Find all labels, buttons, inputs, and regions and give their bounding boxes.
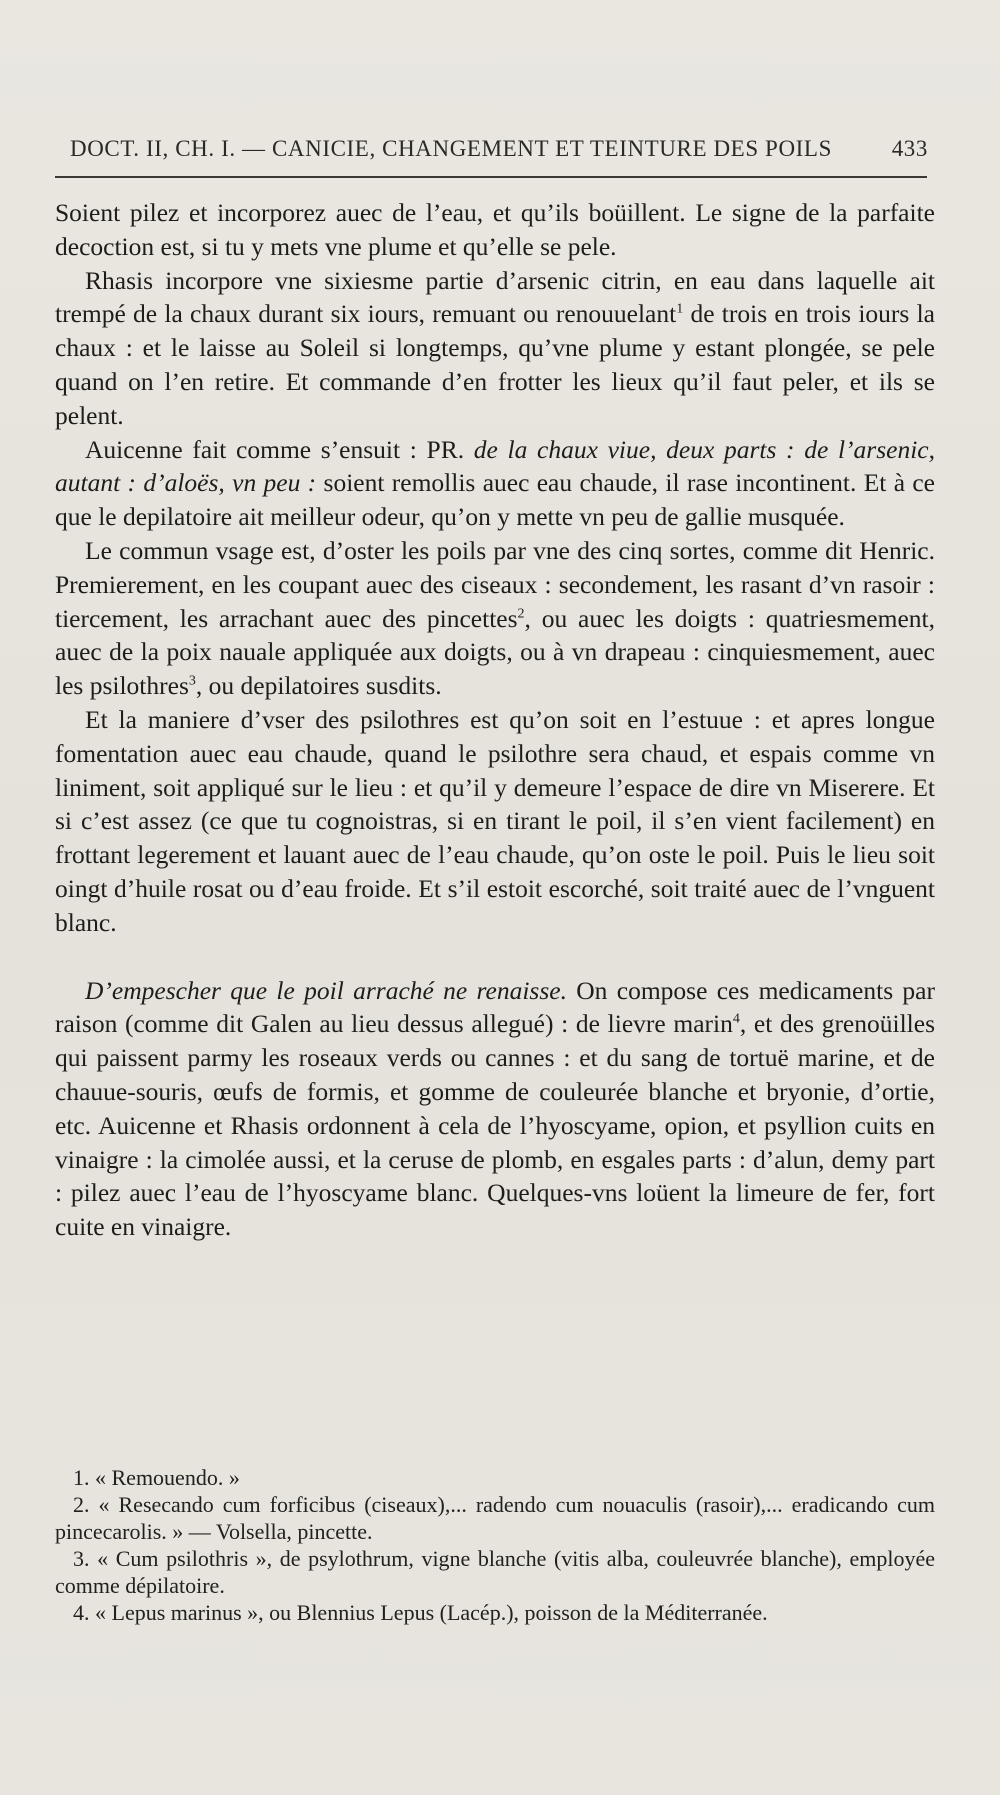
footnotes: [55, 1464, 935, 1626]
paragraph-5: Et la maniere d’vser des psilothres est qu’on soit en l’estuue : et apres longue fomentation auec eau chaude, quand le psilothre sera chaud, et espais comme vn liniment, soit appliqué sur le lieu : et qu’il y demeure l’espace de dire vn Miserere. Et si c’est assez (ce que tu cognoistras, si en tirant le poil, il s’en vient facilement) en frottant legerement et lauant auec de l’eau chaude, qu’on oste le poil. Puis le lieu soit oingt d’huile rosat ou d’eau froide. Et s’il estoit escorché, soit traité auec de l’vnguent blanc.: [55, 704, 935, 937]
footnote-mark-1: 1: [676, 301, 684, 317]
paragraph-6: [55, 974, 935, 1244]
paragraph-4: [55, 534, 935, 703]
main-text: [55, 196, 935, 1244]
running-title: DOCT. II, CH. I. — CANICIE, CHANGEMENT ET TEINTURE DES POILS: [70, 136, 832, 161]
paragraph-4-text-a: Le commun vsage est, d’oster les poils par vne des cinq sortes, comme dit Henric. Premierement, en les coupant auec des ciseaux : secondement, les rasant d’vn rasoir : tiercement, les arrachant auec des pincettes: [55, 535, 935, 633]
paragraph-2-text-a: Rhasis incorpore vne sixiesme partie d’arsenic citrin, en eau dans laquelle ait trempé de la chaux durant six iours, remuant ou renouuelant: [55, 265, 935, 329]
footnote-mark-2: 2: [517, 606, 525, 622]
footnote-mark-4: 4: [732, 1011, 740, 1027]
paragraph-3-text-c: soient remollis auec eau chaude, il rase incontinent. Et à ce que le depilatoire ait meilleur odeur, qu’on y mette vn peu de gallie musquée.: [55, 468, 936, 532]
footnote-1: 1. « Remouendo. »: [73, 1465, 240, 1490]
paragraph-6-text-b: On compose ces medicaments par raison (comme dit Galen au lieu dessus allegué) : de lievre marin: [55, 975, 935, 1039]
paragraph-3-text-a: Auicenne fait comme s’ensuit : PR.: [85, 434, 474, 464]
footnote-3: 3. « Cum psilothris », de psylothrum, vigne blanche (vitis alba, couleuvrée blanche), employée comme dépilatoire.: [55, 1546, 935, 1598]
paragraph-2: [55, 264, 935, 433]
footnote-4: 4. « Lepus marinus », ou Blennius Lepus (Lacép.), poisson de la Méditerranée.: [73, 1600, 768, 1625]
header-rule: [55, 176, 927, 178]
paragraph-3: [55, 433, 935, 534]
running-header: [70, 136, 928, 162]
paragraph-3-recipe: de la chaux viue, deux parts : de l’arsenic, autant : d’aloës, vn peu :: [55, 434, 935, 498]
footnote-mark-3: 3: [188, 673, 196, 689]
footnote-2: 2. « Resecando cum forficibus (ciseaux),... radendo cum nouaculis (rasoir),... eradicando cum pincecarolis. » — Volsella, pincette.: [55, 1492, 935, 1544]
paragraph-4-text-b: , ou auec les doigts : quatriesmement, auec de la poix nauale appliquée aux doigts, ou à vn drapeau : cinquiesmement, auec les psilothres: [55, 603, 935, 701]
paragraph-4-text-c: , ou depilatoires susdits.: [195, 671, 442, 701]
section-heading-italic: D’empescher que le poil arraché ne renaisse.: [85, 975, 567, 1005]
paragraph-1: Soient pilez et incorporez auec de l’eau, et qu’ils boüillent. Le signe de la parfaite decoction est, si tu y mets vne plume et qu’elle se pele.: [55, 198, 935, 261]
page-number: 433: [891, 136, 928, 161]
paragraph-6-text-c: , et des grenoüilles qui paissent parmy les roseaux verds ou cannes : et du sang de tortuë marine, et de chauue-souris, œufs de formis, et gomme de couleurée blanche et bryonie, d’ortie, etc. Auicenne et Rhasis ordonnent à cela de l’hyoscyame, opion, et psyllion cuits en vinaigre : la cimolée aussi, et la ceruse de plomb, en esgales parts : d’alun, demy part : pilez auec l’eau de l’hyoscyame blanc. Quelques-vns loüent la limeure de fer, fort cuite en vinaigre.: [55, 1009, 935, 1242]
paragraph-2-text-b: de trois en trois iours la chaux : et le laisse au Soleil si longtemps, qu’vne plume y estant plongée, se pele quand on l’en retire. Et commande d’en frotter les lieux qu’il faut peler, et ils se pelent.: [55, 299, 935, 430]
